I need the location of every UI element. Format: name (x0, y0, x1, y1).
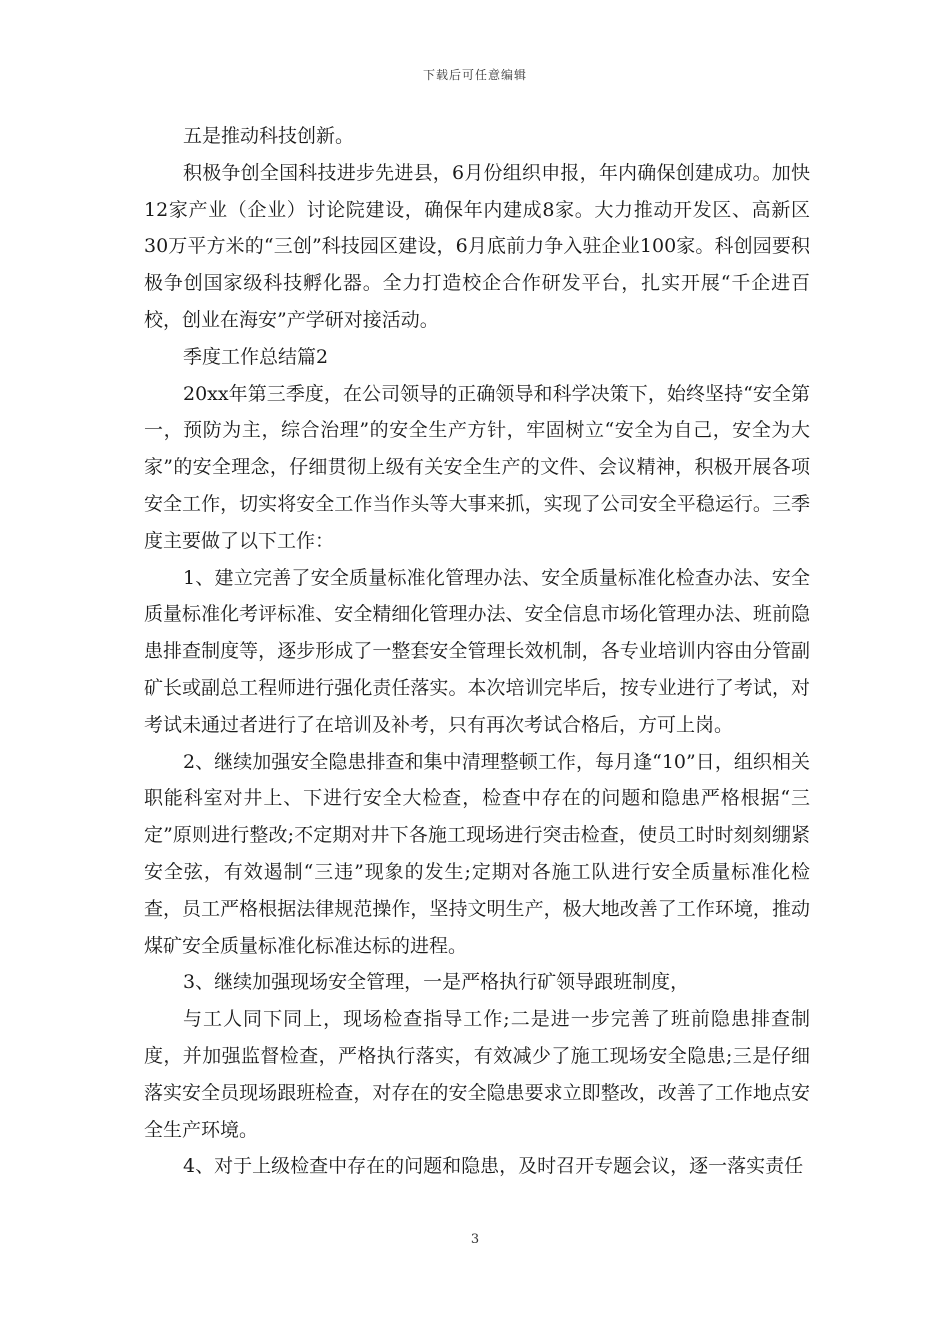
paragraph: 3、继续加强现场安全管理，一是严格执行矿领导跟班制度， (183, 971, 690, 994)
document-body (144, 118, 810, 1185)
page-number: 3 (470, 1232, 480, 1247)
paragraph: 20xx年第三季度，在公司领导的正确领导和科学决策下，始终坚持“安全第一，预防为主，综合治理”的安全生产方针，牢固树立“安全为自己，安全为大家”的安全理念，仔细贯彻上级有关安全生产的文件、会议精神，积极开展各项安全工作，切实将安全工作当作头等大事来抓，实现了公司安全平稳运行。三季度主要做了以下工作： (144, 382, 810, 552)
paragraph: 2、继续加强安全隐患排查和集中清理整顿工作，每月逢“10”日，组织相关职能科室对井上、下进行安全大检查，检查中存在的问题和隐患严格根据“三定”原则进行整改;不定期对井下各施工现场进行突击检查，使员工时时刻刻绷紧安全弦，有效遏制“三违”现象的发生;定期对各施工队进行安全质量标准化检查，员工严格根据法律规范操作，坚持文明生产，极大地改善了工作环境，推动煤矿安全质量标准化标准达标的进程。 (144, 750, 810, 957)
paragraph: 积极争创全国科技进步先进县，6月份组织申报，年内确保创建成功。加快12家产业（企业）讨论院建设，确保年内建成8家。大力推动开发区、高新区30万平方米的“三创”科技园区建设，6月底前力争入驻企业100家。科创园要积极争创国家级科技孵化器。全力打造校企合作研发平台，扎实开展“千企进百校，创业在海安”产学研对接活动。 (144, 161, 810, 331)
paragraph: 4、对于上级检查中存在的问题和隐患，及时召开专题会议，逐一落实责任 (183, 1155, 804, 1178)
section-heading: 季度工作总结篇2 (183, 345, 329, 368)
page-header: 下载后可任意编辑 (422, 68, 527, 82)
paragraph: 1、建立完善了安全质量标准化管理办法、安全质量标准化检查办法、安全质量标准化考评标准、安全精细化管理办法、安全信息市场化管理办法、班前隐患排查制度等，逐步形成了一整套安全管理长效机制，各专业培训内容由分管副矿长或副总工程师进行强化责任落实。本次培训完毕后，按专业进行了考试，对考试未通过者进行了在培训及补考，只有再次考试合格后，方可上岗。 (144, 566, 810, 736)
paragraph: 与工人同下同上，现场检查指导工作;二是进一步完善了班前隐患排查制度，并加强监督检查，严格执行落实，有效减少了施工现场安全隐患;三是仔细落实安全员现场跟班检查，对存在的安全隐患要求立即整改，改善了工作地点安全生产环境。 (144, 1008, 810, 1141)
paragraph: 五是推动科技创新。 (183, 125, 355, 147)
